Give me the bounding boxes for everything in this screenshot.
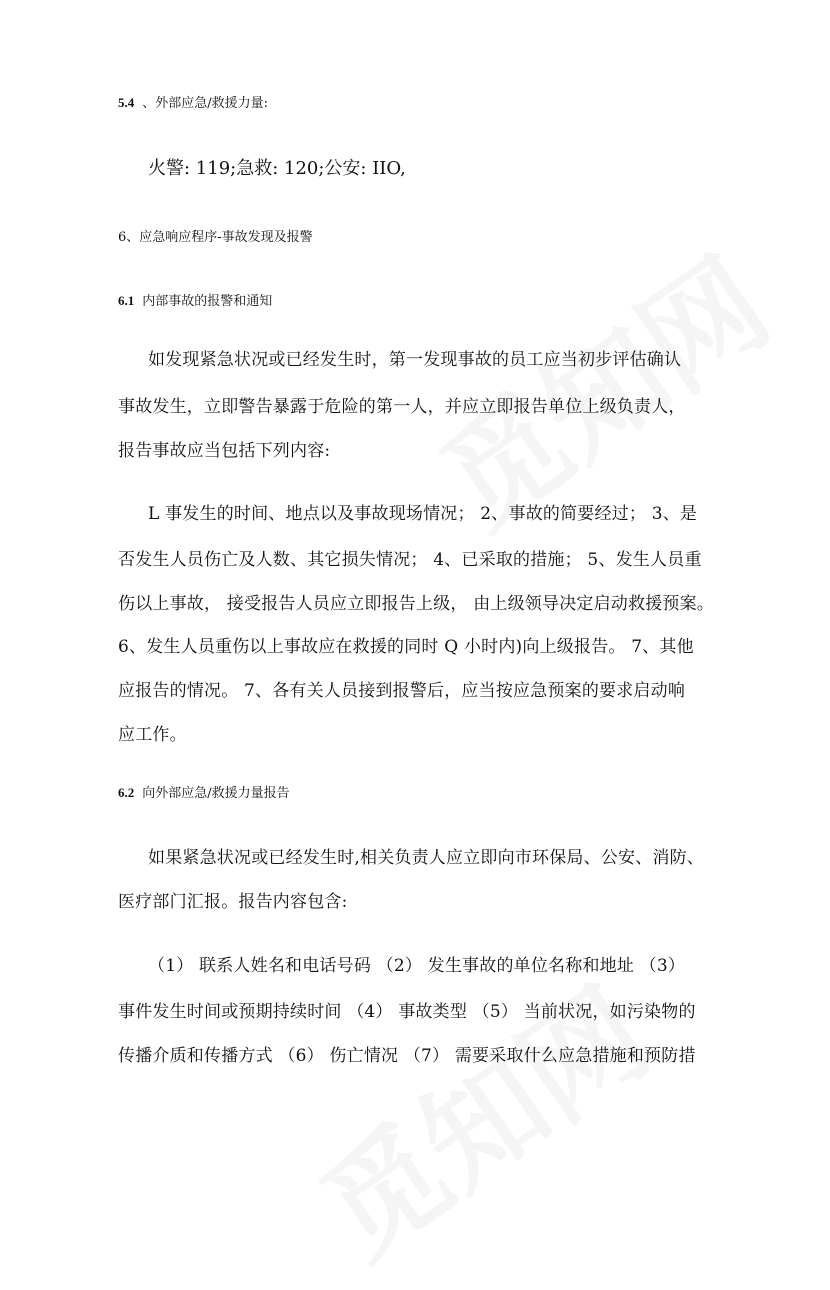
section-title: 向外部应急/救援力量报告 xyxy=(142,786,290,801)
paragraph-line: 传播介质和传播方式 （6） 伤亡情况 （7） 需要采取什么应急措施和预防措 xyxy=(118,1046,696,1066)
emergency-numbers: 火警: 119;急救: 120;公安: IIO, xyxy=(148,158,406,179)
watermark xyxy=(283,942,677,1289)
paragraph-line: 事件发生时间或预期持续时间 （4） 事故类型 （5） 当前状况，如污染物的 xyxy=(118,1002,696,1022)
paragraph-line: 否发生人员伤亡及人数、其它损失情况； 4、已采取的措施； 5、发生人员重 xyxy=(118,550,702,570)
section-6-2-heading xyxy=(118,782,290,801)
section-6-heading: 6、应急响应程序-事故发现及报警 xyxy=(118,230,313,245)
section-6-1-heading xyxy=(118,290,272,309)
section-number: 5.4 xyxy=(118,95,135,110)
paragraph-line: L 事发生的时间、地点以及事故现场情况； 2、事故的简要经过； 3、是 xyxy=(148,504,698,524)
paragraph-line: 应工作。 xyxy=(118,725,187,745)
paragraph-line: 如发现紧急状况或已经发生时，第一发现事故的员工应当初步评估确认 xyxy=(148,350,682,370)
section-5-4-heading xyxy=(118,92,268,111)
paragraph-line: 报告事故应当包括下列内容: xyxy=(118,441,331,461)
paragraph-line: 伤以上事故， 接受报告人员应立即报告上级， 由上级领导决定启动救援预案。 xyxy=(118,594,715,614)
section-number: 6.2 xyxy=(118,785,135,800)
section-number: 6.1 xyxy=(118,293,135,308)
section-title: 内部事故的报警和通知 xyxy=(142,294,273,309)
paragraph-line: 医疗部门汇报。报告内容包含: xyxy=(118,892,348,912)
paragraph-line: 6、发生人员重伤以上事故应在救援的同时 Q 小时内)向上级报告。 7、其他 xyxy=(118,637,694,657)
section-title: 、外部应急/救援力量: xyxy=(142,96,269,111)
paragraph-line: （1） 联系人姓名和电话号码 （2） 发生事故的单位名称和地址 （3） xyxy=(148,956,686,976)
paragraph-line: 如果紧急状况或已经发生时,相关负责人应立即向市环保局、公安、消防、 xyxy=(148,848,705,868)
paragraph-line: 应报告的情况。 7、各有关人员接到报警后，应当按应急预案的要求启动响 xyxy=(118,681,686,701)
paragraph-line: 事故发生，立即警告暴露于危险的第一人，并应立即报告单位上级负责人， xyxy=(118,397,686,417)
